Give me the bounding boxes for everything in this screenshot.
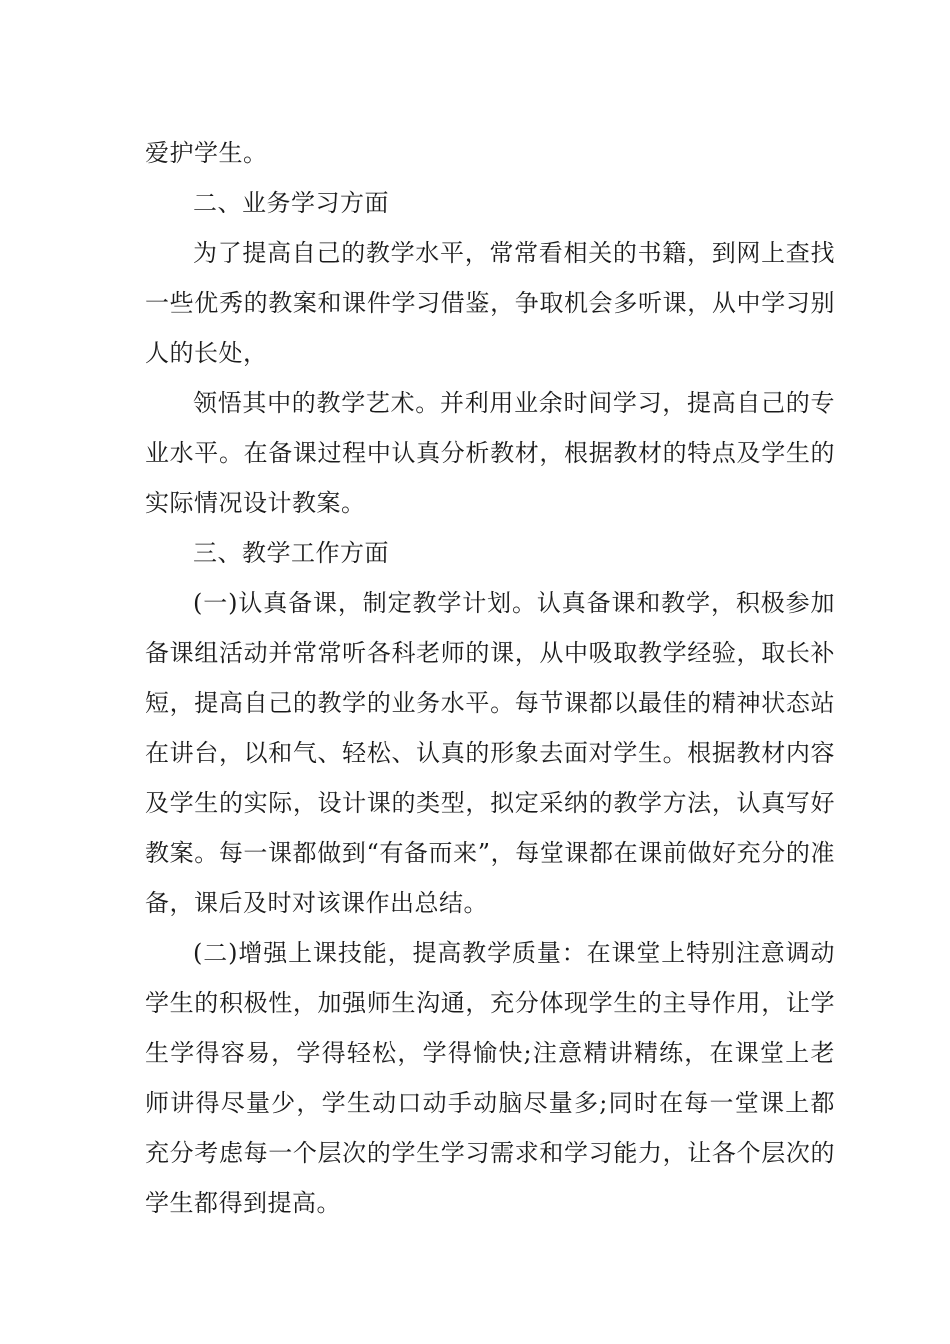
document-body (145, 128, 835, 1228)
continuation-text: 爱护学生。 (145, 139, 268, 167)
paragraph-teaching-2: (二)增强上课技能，提高教学质量：在课堂上特别注意调动学生的积极性，加强师生沟通，充分体现学生的主导作用，让学生学得容易，学得轻松，学得愉快;注意精讲精练，在课堂上老师讲得尽量少，学生动口动手动脑尽量多;同时在每一堂课上都充分考虑每一个层次的学生学习需求和学习能力，让各个层次的学生都得到提高。 (145, 939, 835, 1217)
section-heading-teaching-work: 三、教学工作方面 (193, 539, 389, 567)
section-heading-business-study: 二、业务学习方面 (193, 189, 389, 217)
paragraph-teaching-1: (一)认真备课，制定教学计划。认真备课和教学，积极参加备课组活动并常常听各科老师的课，从中吸取教学经验，取长补短，提高自己的教学的业务水平。每节课都以最佳的精神状态站在讲台，以和气、轻松、认真的形象去面对学生。根据教材内容及学生的实际，设计课的类型，拟定采纳的教学方法，认真写好教案。每一课都做到“有备而来”，每堂课都在课前做好充分的准备，课后及时对该课作出总结。 (145, 589, 835, 917)
paragraph-study-1: 为了提高自己的教学水平，常常看相关的书籍，到网上查找一些优秀的教案和课件学习借鉴，争取机会多听课，从中学习别人的长处， (145, 239, 835, 367)
paragraph-study-2: 领悟其中的教学艺术。并利用业余时间学习，提高自己的专业水平。在备课过程中认真分析教材，根据教材的特点及学生的实际情况设计教案。 (145, 389, 835, 517)
